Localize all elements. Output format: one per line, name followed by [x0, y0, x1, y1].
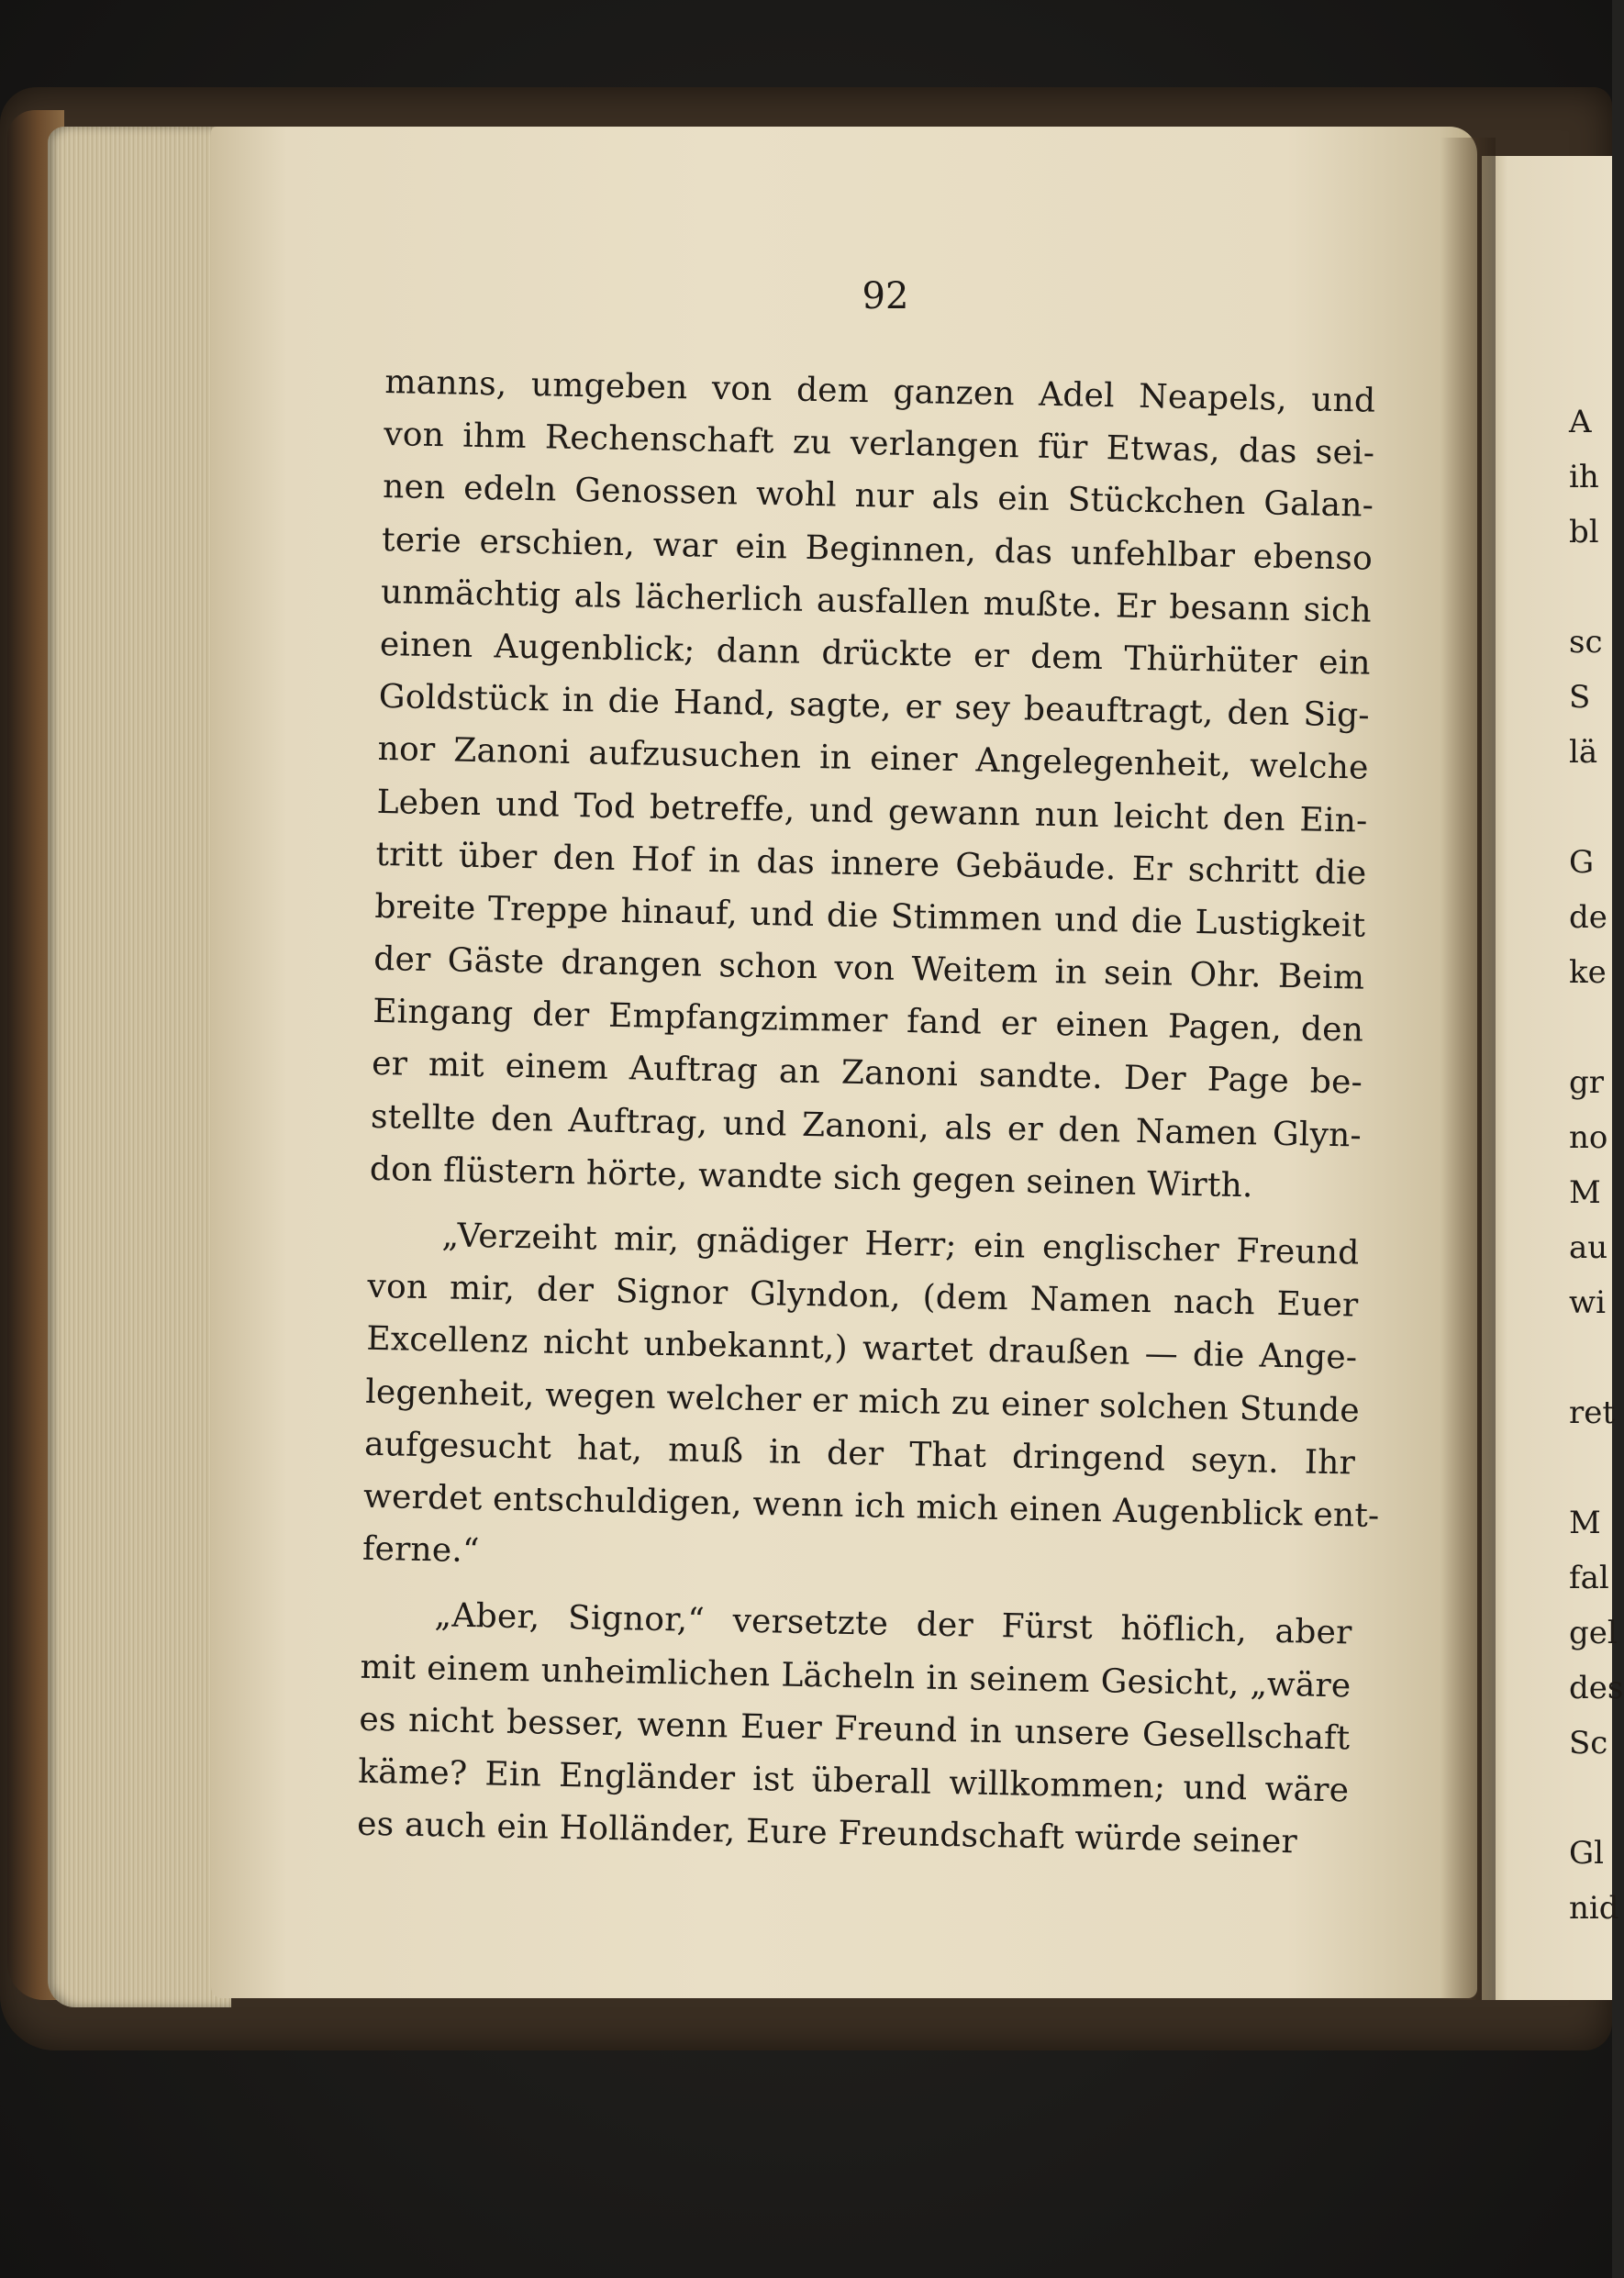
page-number: 92: [862, 275, 909, 317]
text-line: Leben und Tod betreffe, und gewann nun leicht den Ein-: [376, 783, 1368, 840]
right-page-fragment: G: [1569, 844, 1595, 881]
right-page-fragment: ret: [1569, 1395, 1616, 1431]
page-stack-edges: [48, 127, 231, 2007]
text-line: „Verzeiht mir, gnädiger Herr; ein englischer Freund: [441, 1217, 1360, 1272]
text-line: einen Augenblick; dann drückte er dem Thürhüter ein: [379, 625, 1372, 683]
right-page-fragment: lä: [1569, 734, 1598, 771]
text-line: nen edeln Genossen wohl nur als ein Stückchen Galan-: [382, 468, 1374, 526]
right-page-fragment: gr: [1569, 1064, 1605, 1101]
text-line: von mir, der Signor Glyndon, (dem Namen nach Euer: [367, 1268, 1359, 1325]
right-page-fragment: de: [1569, 899, 1607, 936]
text-line: stellte den Auftrag, und Zanoni, als er den Namen Glyn-: [370, 1097, 1363, 1155]
right-page-fragment: des: [1569, 1670, 1624, 1706]
right-page-fragment: bl: [1569, 514, 1599, 550]
text-line: „Aber, Signor,“ versetzte der Fürst höflich, aber: [434, 1596, 1352, 1652]
right-page-fragment: Gl: [1569, 1835, 1605, 1872]
text-line: Goldstück in die Hand, sagte, er sey beauftragt, den Sig-: [378, 678, 1371, 735]
page-text-body: [356, 356, 1380, 1870]
right-page-fragment: Sc: [1569, 1725, 1608, 1761]
text-line: es nicht besser, wenn Euer Freund in unsere Gesellschaft: [359, 1700, 1351, 1758]
right-page-fragment: no: [1569, 1119, 1608, 1156]
text-line: mit einem unheimlichen Lächeln in seinem Gesicht, „wäre: [360, 1648, 1351, 1705]
text-line: Excellenz nicht unbekannt,) wartet draußen — die Ange-: [366, 1320, 1358, 1377]
text-line: terie erschien, war ein Beginnen, das unfehlbar ebenso: [381, 520, 1374, 578]
text-line: don flüstern hörte, wandte sich gegen seinen Wirth.: [369, 1150, 1254, 1206]
book-gutter: [1440, 138, 1496, 2000]
right-page-fragment: nid: [1569, 1890, 1619, 1927]
right-page-fragment: S: [1569, 679, 1591, 716]
text-line: er mit einem Auftrag an Zanoni sandte. Der Page be-: [371, 1045, 1363, 1103]
right-page-fragment: ke: [1569, 954, 1607, 991]
right-page-fragment: M: [1569, 1505, 1601, 1541]
right-page-fragment: gel: [1569, 1615, 1618, 1651]
right-page-fragment: A: [1569, 404, 1592, 440]
text-line: werdet entschuldigen, wenn ich mich einen Augenblick ent-: [362, 1477, 1380, 1535]
text-line: legenheit, wegen welcher er mich zu einer solchen Stunde: [364, 1372, 1361, 1430]
text-line: Eingang der Empfangzimmer fand er einen Pagen, den: [372, 993, 1364, 1050]
text-line: käme? Ein Engländer ist überall willkommen; und wäre: [357, 1752, 1350, 1810]
right-page-fragment: fal: [1569, 1560, 1609, 1596]
text-line: von ihm Rechenschaft zu verlangen für Etwas, das sei-: [383, 416, 1375, 472]
text-line: breite Treppe hinauf, und die Stimmen und die Lustigkeit: [374, 887, 1366, 945]
right-page-fragment: au: [1569, 1229, 1608, 1266]
text-line: unmächtig als lächerlich ausfallen mußte. Er besann sich: [380, 572, 1373, 630]
text-line: aufgesucht hat, muß in der That dringend seyn. Ihr: [363, 1425, 1356, 1483]
text-line: ferne.“: [362, 1529, 480, 1571]
right-page-fragment: sc: [1569, 624, 1603, 661]
text-line: nor Zanoni aufzusuchen in einer Angelegenheit, welche: [377, 730, 1369, 787]
text-line: tritt über den Hof in das innere Gebäude. Er schritt die: [375, 835, 1367, 893]
right-page-fragment: wi: [1569, 1284, 1606, 1321]
text-line: manns, umgeben von dem ganzen Adel Neapels, und: [384, 362, 1376, 420]
right-page-fragment: M: [1569, 1174, 1601, 1211]
text-line: der Gäste drangen schon von Weitem in sein Ohr. Beim: [373, 939, 1365, 997]
right-page-fragment: ih: [1569, 459, 1599, 495]
text-line: es auch ein Holländer, Eure Freundschaft würde seiner: [356, 1805, 1298, 1861]
